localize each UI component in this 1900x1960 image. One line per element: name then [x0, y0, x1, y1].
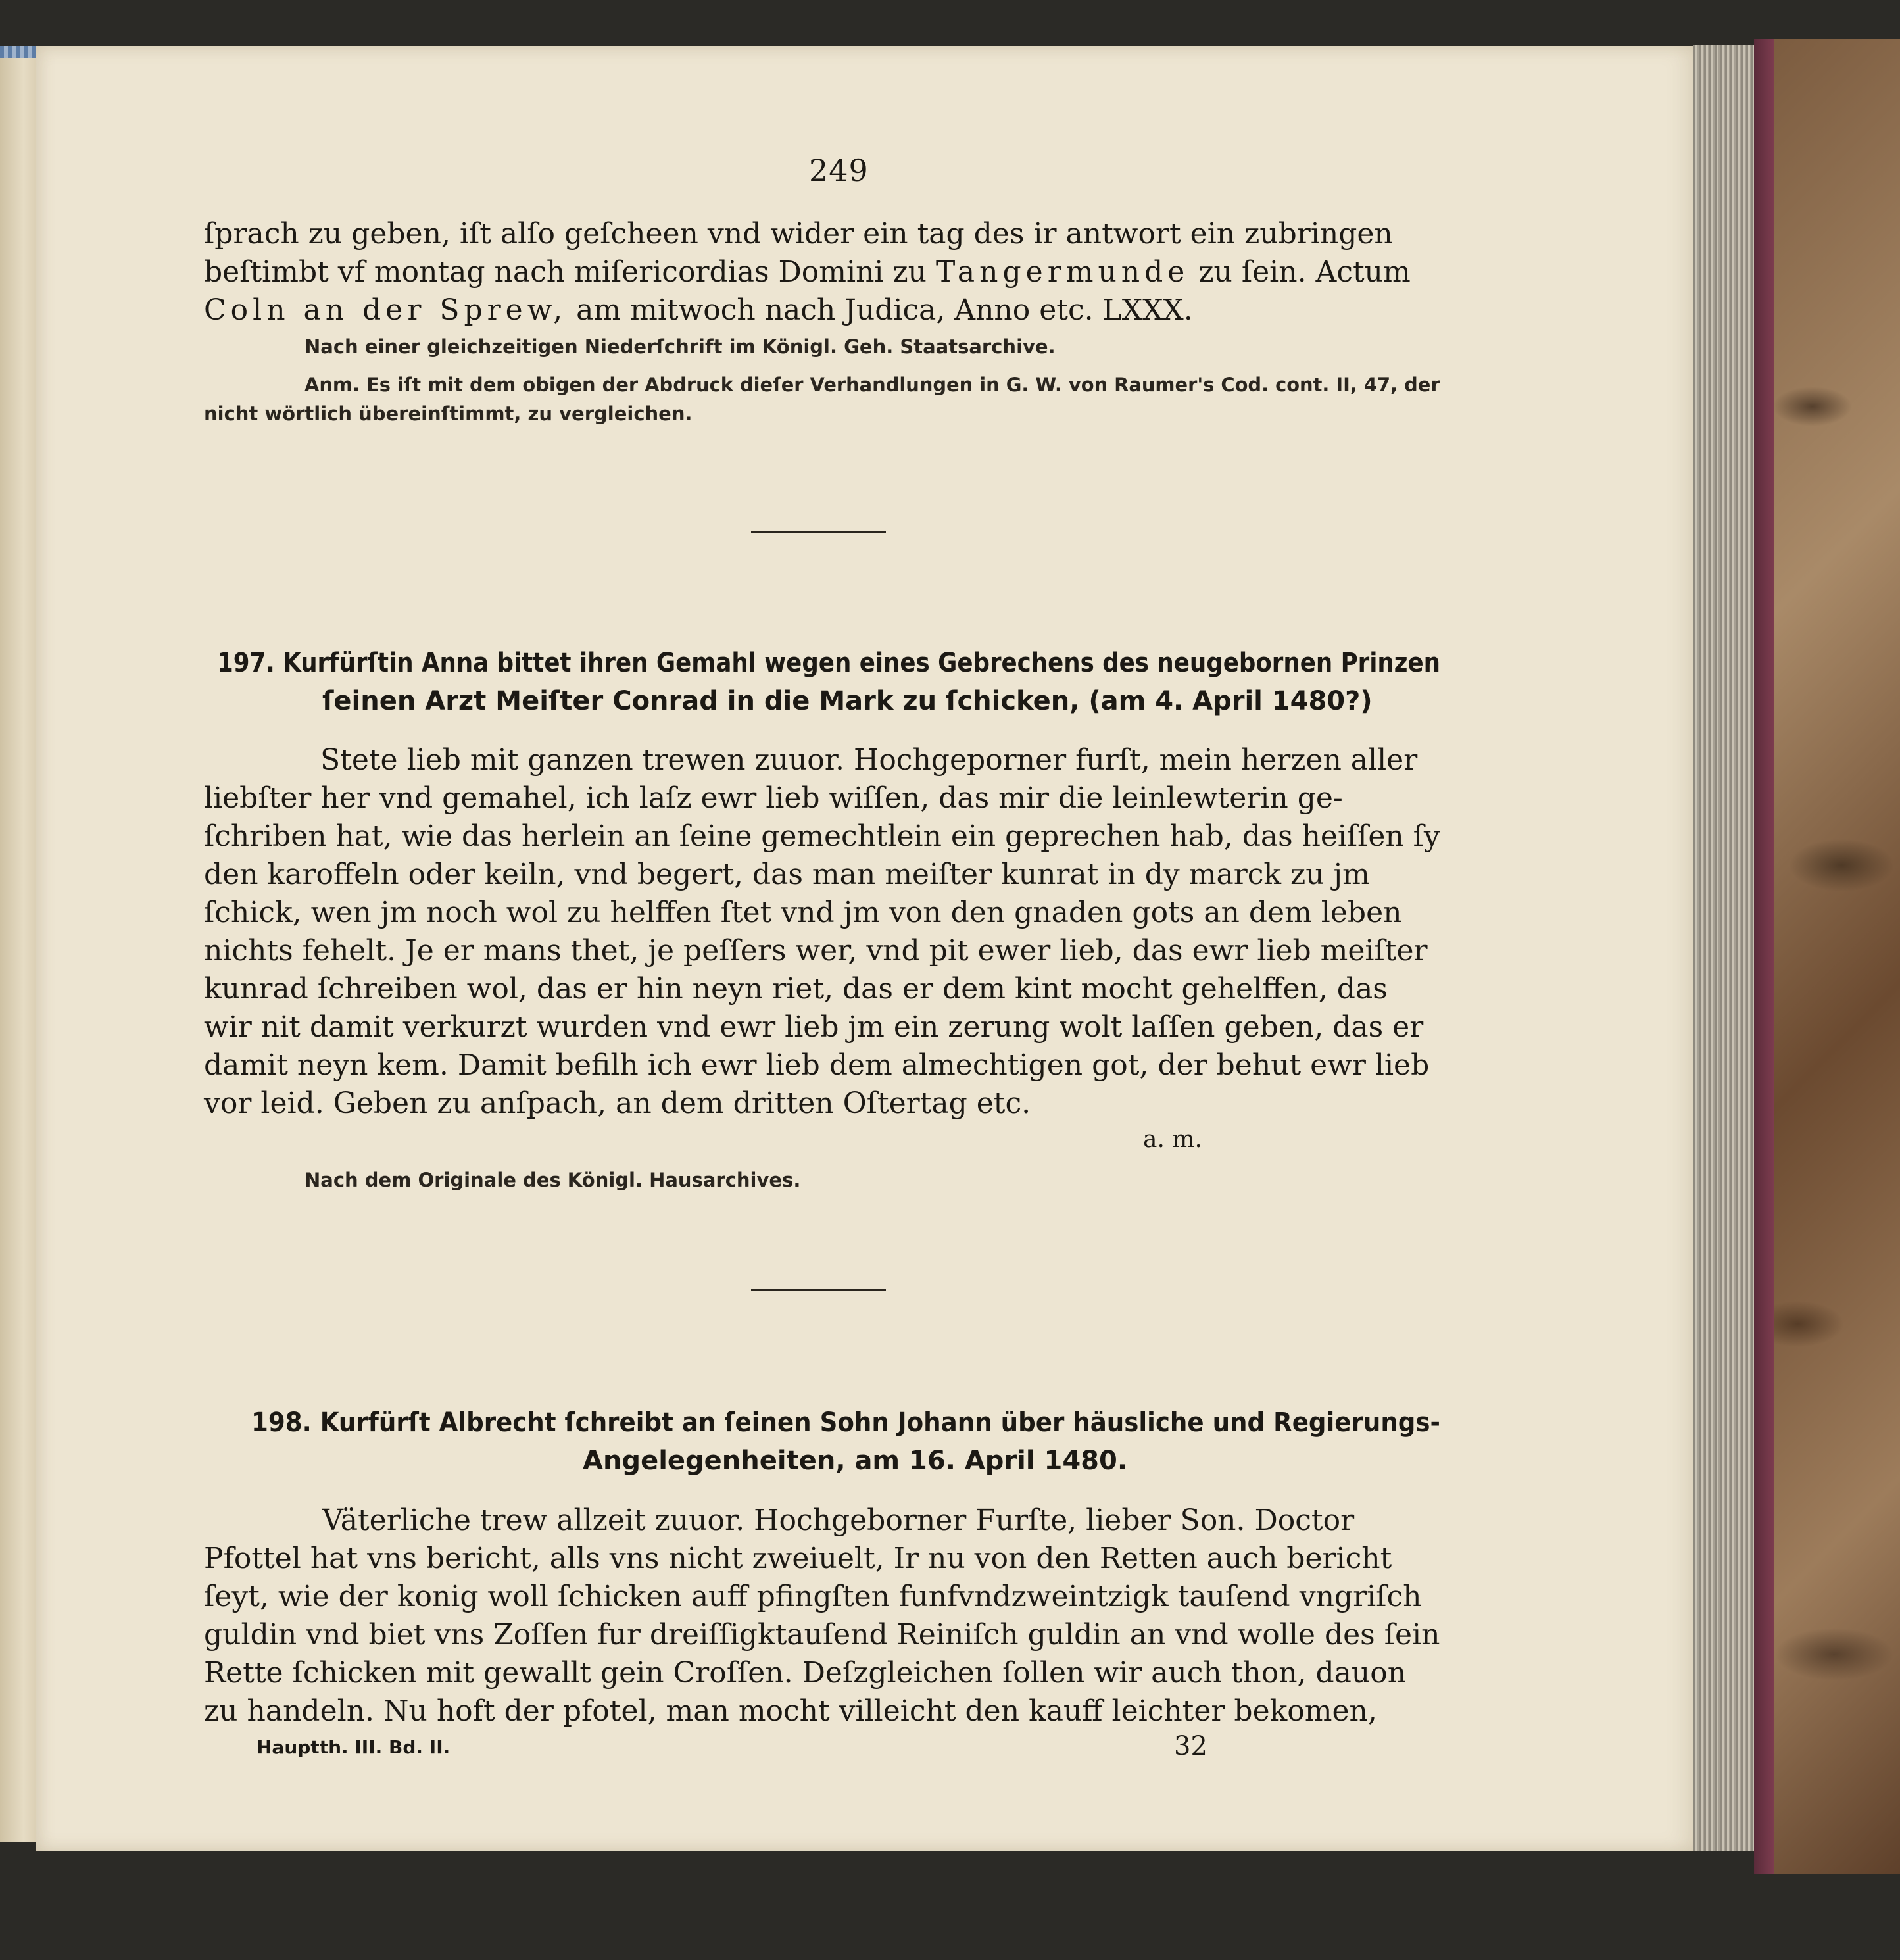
section-198-line-4: guldin vnd biet vns Zoſſen fur dreiſſigktauſend Reiniſch guldin an vnd wolle des ſein	[204, 1618, 1440, 1652]
section-198-title-1: Kurfürſt Albrecht ſchreibt an ſeinen Sohn Johann über häusliche und Regierungs-	[320, 1408, 1440, 1438]
page-number: 249	[809, 153, 869, 188]
section-divider-1	[751, 531, 886, 533]
section-197-title-1: Kurfürſtin Anna bittet ihren Gemahl wegen eines Gebrechens des neugebornen Prinzen	[283, 648, 1440, 678]
section-198-line-5: Rette ſchicken mit gewallt gein Croſſen. Deſzgleichen ſollen wir auch thon, dauon	[204, 1656, 1407, 1690]
section-198-heading-line-2: Angelegenheiten, am 16. April 1480.	[583, 1446, 1128, 1476]
section-198-line-3: ſeyt, wie der konig woll ſchicken auff pfingſten funfvndzweintzigk tauſend vngriſch	[204, 1580, 1422, 1613]
page-block-edges	[1693, 45, 1754, 1855]
section-198-line-6: zu handeln. Nu hoft der pfotel, man mocht villeicht den kauff leichter bekomen,	[204, 1694, 1377, 1728]
section-197-line-3: ſchriben hat, wie das herlein an ſeine gemechtlein ein geprechen hab, das heiſſen ſy	[204, 820, 1440, 853]
section-197-line-9: damit neyn kem. Damit befilh ich ewr lieb dem almechtigen got, der behut ewr lieb	[204, 1048, 1430, 1082]
carryover-line-1: ſprach zu geben, iſt alſo geſcheen vnd wider ein tag des ir antwort ein zubringen	[204, 217, 1393, 251]
section-197-line-4: den karoffeln oder keiln, vnd begert, das man meiſter kunrat in dy marck zu jm	[204, 858, 1370, 891]
section-197-line-7: kunrad ſchreiben wol, das er hin neyn riet, das er dem kint mocht gehelffen, das	[204, 972, 1388, 1006]
source-note-1: Nach einer gleichzeitigen Niederſchrift im Königl. Geh. Staatsarchive.	[304, 335, 1056, 358]
section-197-signature: a. m.	[1143, 1126, 1202, 1153]
blue-page-marker	[0, 46, 39, 58]
section-198-number: 198.	[251, 1408, 312, 1438]
section-divider-2	[751, 1289, 886, 1291]
footer-signature-mark: Hauptth. III. Bd. II.	[256, 1736, 451, 1758]
section-197-heading-line-2: ſeinen Arzt Meiſter Conrad in die Mark zu ſchicken, (am 4. April 1480?)	[322, 686, 1373, 716]
carryover-line-3	[204, 293, 1193, 327]
section-197-line-6: nichts fehelt. Je er mans thet, je peſſers wer, vnd pit ewer lieb, das ewr lieb meiſter	[204, 934, 1428, 968]
section-198-line-1: Väterliche trew allzeit zuuor. Hochgeborner Furſte, lieber Son. Doctor	[322, 1504, 1355, 1537]
cover-spine-strip	[1754, 39, 1774, 1874]
carryover-line-2-c: zu ſein. Actum	[1198, 255, 1411, 289]
section-198-line-2: Pfottel hat vns bericht, alls vns nicht zweiuelt, Ir nu von den Retten auch bericht	[204, 1542, 1392, 1575]
section-197-number: 197.	[217, 648, 275, 678]
section-198-heading-line-1	[251, 1408, 1440, 1438]
marbled-cover	[1754, 39, 1900, 1874]
left-page-edge	[0, 46, 39, 1842]
section-197-line-5: ſchick, wen jm noch wol zu helffen ſtet vnd jm von den gnaden gots an dem leben	[204, 896, 1402, 929]
footer-sheet-number: 32	[1174, 1731, 1207, 1761]
carryover-line-3-b: am mitwoch nach Judica, Anno etc. LXXX.	[576, 293, 1193, 327]
place-tangermunde: Tangermunde	[936, 255, 1190, 289]
section-197-line-10: vor leid. Geben zu anſpach, an dem dritten Oſtertag etc.	[204, 1087, 1031, 1120]
section-197-line-1: Stete lieb mit ganzen trewen zuuor. Hochgeporner furſt, mein herzen aller	[320, 743, 1418, 777]
section-197-source-note: Nach dem Originale des Königl. Hausarchives.	[304, 1169, 801, 1191]
annotation-line-2: nicht wörtlich übereinſtimmt, zu vergleichen.	[204, 403, 693, 425]
section-197-heading-line-1	[217, 648, 1440, 678]
carryover-line-2	[204, 255, 1411, 289]
annotation-line-1: Anm. Es iſt mit dem obigen der Abdruck dieſer Verhandlungen in G. W. von Raumer's Cod. cont. II, 47, der	[304, 374, 1440, 396]
carryover-line-2-a: beſtimbt vf montag nach miſericordias Domini zu	[204, 255, 927, 289]
scan-background	[0, 1851, 1754, 1960]
place-coln: Coln an der Sprew,	[204, 293, 568, 327]
section-197-line-8: wir nit damit verkurzt wurden vnd ewr lieb jm ein zerung wolt laſſen geben, das er	[204, 1010, 1424, 1044]
section-197-line-2: liebſter her vnd gemahel, ich laſz ewr lieb wiſſen, das mir die leinlewterin ge-	[204, 781, 1343, 815]
